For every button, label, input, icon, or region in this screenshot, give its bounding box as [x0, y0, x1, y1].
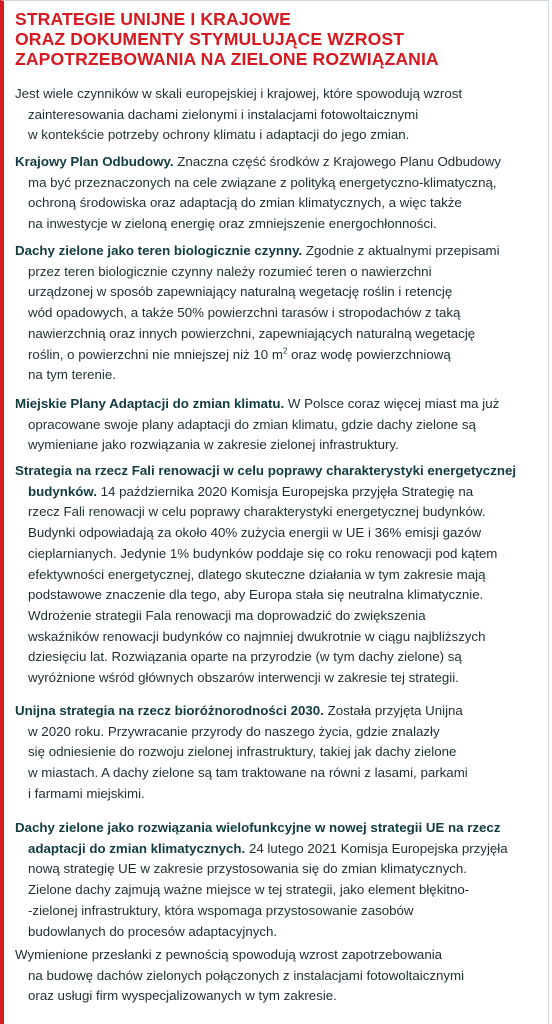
title-line: ZAPOTRZEBOWANIA NA ZIELONE ROZWIĄZANIA — [15, 49, 439, 69]
text-line: nawierzchnią oraz innych powierzchni, zapewniających naturalną wegetację — [28, 325, 476, 341]
text-line: rzecz Fali renowacji w celu poprawy charakterystyki energetycznej budynków. — [28, 504, 486, 520]
renovation-wave-paragraph — [15, 461, 549, 689]
kpo-paragraph — [15, 152, 549, 235]
text-run: roślin, o powierzchni nie mniejszej niż 10 m — [28, 346, 283, 362]
text-line: ma być przeznaczonych na cele związane z polityką energetyczno-klimatyczną, — [28, 174, 497, 190]
text-line: oraz usługi firm wyspecjalizowanych w tym zakresie. — [28, 988, 337, 1004]
text-line: dziesięciu lat. Rozwiązania oparte na przyrodzie (w tym dachy zielone) są — [28, 649, 462, 665]
text-line: nową strategię UE w zakresie przystosowania się do zmian klimatycznych. — [28, 861, 467, 877]
text-line: urządzonej w sposób zapewniający naturalną wegetację roślin i retencję — [28, 284, 453, 300]
text-line: Wdrożenie strategii Fala renowacji ma doprowadzić do zwiększenia — [28, 607, 426, 623]
text-line: podstawowe znaczenie dla tego, aby Europa stała się neutralna klimatycznie. — [28, 587, 484, 603]
paragraph-lead: adaptacji do zmian klimatycznych. — [28, 840, 246, 856]
text-line: wskaźników renowacji budynków co najmniej dwukrotnie w ciągu najbliższych — [28, 628, 486, 644]
text-line: Wymienione przesłanki z pewnością spowodują wzrost zapotrzebowania — [15, 947, 443, 962]
biodiversity-paragraph — [15, 701, 549, 805]
eu-adaptation-paragraph — [15, 818, 549, 942]
text-line: Budynki odpowiadają za około 40% zużycia energii w UE i 36% emisji gazów — [28, 525, 482, 541]
text-line: na inwestycje w zieloną energię oraz zmniejszenie energochłonności. — [28, 216, 437, 232]
paragraph-lead: budynków. — [28, 483, 97, 499]
text-line: -zielonej infrastruktury, która wspomaga przystosowanie zasobów — [28, 902, 414, 918]
paragraph-lead: Strategia na rzecz Fali renowacji w celu poprawy charakterystyki energetycznej — [15, 463, 517, 478]
text-line: wymieniane jako rozwiązania w zakresie zielonej infrastruktury. — [28, 437, 399, 453]
biologically-active-paragraph — [15, 241, 549, 386]
title-line: ORAZ DOKUMENTY STYMULUJĄCE WZROST — [15, 29, 405, 49]
text-run: Zgodnie z aktualnymi przepisami — [302, 243, 500, 258]
intro-paragraph — [15, 84, 549, 146]
closing-paragraph — [15, 945, 549, 1007]
paragraph-lead: Krajowy Plan Odbudowy. — [15, 154, 174, 169]
text-line: w kontekście potrzeby ochrony klimatu i adaptacji do jego zmian. — [28, 127, 410, 143]
paragraph-lead: Miejskie Plany Adaptacji do zmian klimatu. — [15, 396, 285, 411]
text-line: wyróżnione wśród głównych obszarów interwencji w zakresie tej strategii. — [28, 670, 459, 686]
text-run: oraz wodę powierzchniową — [287, 346, 451, 362]
text-line: w miastach. A dachy zielone są tam traktowane na równi z lasami, parkami — [28, 765, 468, 781]
text-line: efektywności energetycznej, dlatego skuteczne działania w tym zakresie mają — [28, 566, 486, 582]
text-line: budowlanych do procesów adaptacyjnych. — [28, 923, 278, 939]
paragraph-lead: Unijna strategia na rzecz bioróżnorodności 2030. — [15, 703, 324, 718]
box-title — [15, 9, 545, 69]
text-line: i farmami miejskimi. — [28, 785, 145, 801]
superscript: 2 — [282, 346, 288, 356]
text-run: Znaczna część środków z Krajowego Planu Odbudowy — [173, 154, 502, 169]
text-line: wód opadowych, a także 50% powierzchni tarasów i stropodachów z taką — [28, 305, 461, 321]
paragraph-lead: Dachy zielone jako teren biologicznie czynny. — [15, 243, 303, 258]
adaptation-plans-paragraph — [15, 394, 549, 456]
text-run: W Polsce coraz więcej miast ma już — [284, 396, 500, 411]
text-line: się odniesienie do rozwoju zielonej infrastruktury, takiej jak dachy zielone — [28, 744, 457, 760]
text-run: Została przyjęta Unijna — [323, 703, 463, 718]
text-line: na tym terenie. — [28, 367, 116, 383]
text-run: 24 lutego 2021 Komisja Europejska przyjęła — [245, 840, 508, 856]
text-line: Zielone dachy zajmują ważne miejsce w tej strategii, jako element błękitno- — [28, 882, 470, 898]
text-line: na budowę dachów zielonych połączonych z instalacjami fotowoltaicznymi — [28, 967, 465, 983]
text-line: zainteresowania dachami zielonymi i instalacjami fotowoltaicznymi — [28, 106, 419, 122]
text-run: 14 października 2020 Komisja Europejska przyjęła Strategię na — [96, 483, 474, 499]
text-line: w 2020 roku. Przywracanie przyrody do naszego życia, gdzie znalazły — [28, 723, 440, 739]
text-line: cieplarnianych. Jedynie 1% budynków poddaje się co roku renowacji pod kątem — [28, 545, 498, 561]
text-line: przez teren biologicznie czynny należy rozumieć teren o nawierzchni — [28, 263, 432, 279]
text-line: ochroną środowiska oraz adaptacją do zmian klimatycznych, a więc także — [28, 195, 462, 211]
text-line: opracowane swoje plany adaptacji do zmian klimatu, gdzie dachy zielone są — [28, 416, 476, 432]
text-line: Jest wiele czynników w skali europejskiej i krajowej, które spowodują wzrost — [15, 86, 463, 101]
title-line: STRATEGIE UNIJNE I KRAJOWE — [15, 9, 291, 29]
paragraph-lead: Dachy zielone jako rozwiązania wielofunkcyjne w nowej strategii UE na rzecz — [15, 820, 501, 835]
